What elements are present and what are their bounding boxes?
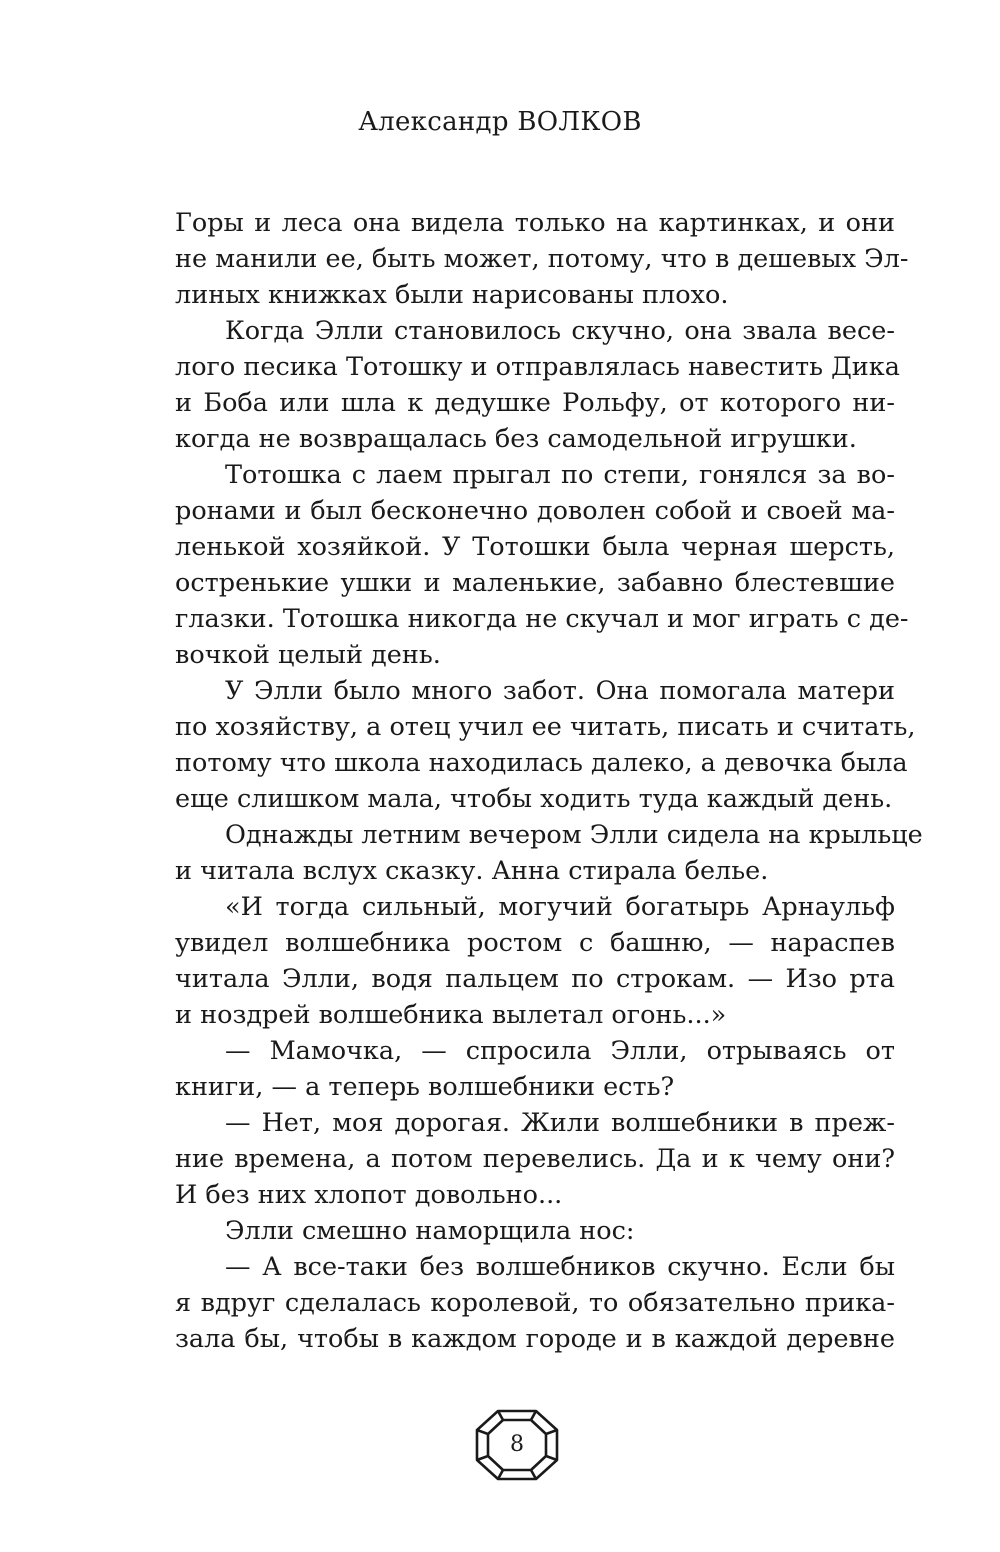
text-line: Однажды летним вечером Элли сидела на крыльце — [225, 820, 923, 850]
text-line: лого песика Тотошку и отправлялась навестить Дика — [175, 352, 900, 382]
text-line: вочкой целый день. — [175, 640, 441, 670]
text-line: когда не возвращалась без самодельной игрушки. — [175, 424, 857, 454]
text-line: «И тогда сильный, могучий богатырь Арнаульф — [225, 892, 895, 922]
text-line: зала бы, чтобы в каждом городе и в каждой деревне — [175, 1324, 895, 1354]
text-line: не манили ее, быть может, потому, что в дешевых Эл- — [175, 244, 909, 274]
running-head-author: Александр ВОЛКОВ — [358, 107, 642, 137]
text-line: Когда Элли становилось скучно, она звала весе- — [225, 316, 895, 346]
text-line: Тотошка с лаем прыгал по степи, гонялся за во- — [225, 460, 895, 490]
text-line: У Элли было много забот. Она помогала матери — [225, 676, 895, 706]
text-line: ронами и был бесконечно доволен собой и своей ма- — [175, 496, 895, 526]
text-line: И без них хлопот довольно... — [175, 1180, 563, 1210]
text-line: ние времена, а потом перевелись. Да и к чему они? — [175, 1144, 895, 1174]
text-line: — Нет, моя дорогая. Жили волшебники в преж- — [225, 1108, 895, 1138]
text-line: потому что школа находилась далеко, а девочка была — [175, 748, 908, 778]
text-line: я вдруг сделалась королевой, то обязательно прика- — [175, 1288, 895, 1318]
text-line: и читала вслух сказку. Анна стирала белье. — [175, 856, 769, 886]
text-line: читала Элли, водя пальцем по строкам. — Изо рта — [175, 964, 895, 994]
text-line: Элли смешно наморщила нос: — [225, 1216, 635, 1246]
text-line: остренькие ушки и маленькие, забавно блестевшие — [175, 568, 895, 598]
text-line: Горы и леса она видела только на картинках, и они — [175, 208, 895, 238]
text-line: и Боба или шла к дедушке Рольфу, от которого ни- — [175, 388, 895, 418]
text-line: глазки. Тотошка никогда не скучал и мог играть с де- — [175, 604, 909, 634]
body-text — [175, 205, 923, 1357]
text-line: и ноздрей волшебника вылетал огонь...» — [175, 1000, 727, 1030]
text-line: — Мамочка, — спросила Элли, отрываясь от — [225, 1036, 895, 1066]
text-line: ленькой хозяйкой. У Тотошки была черная шерсть, — [175, 532, 895, 562]
text-line: увидел волшебника ростом с башню, — нараспев — [175, 928, 895, 958]
page-number: 8 — [510, 1432, 524, 1457]
text-line: — А все-таки без волшебников скучно. Если бы — [225, 1252, 895, 1282]
page-number-badge — [474, 1408, 560, 1482]
text-line: линых книжках были нарисованы плохо. — [175, 280, 729, 310]
text-line: еще слишком мала, чтобы ходить туда каждый день. — [175, 784, 893, 814]
text-line: по хозяйству, а отец учил ее читать, писать и считать, — [175, 712, 916, 742]
text-line: книги, — а теперь волшебники есть? — [175, 1072, 675, 1102]
